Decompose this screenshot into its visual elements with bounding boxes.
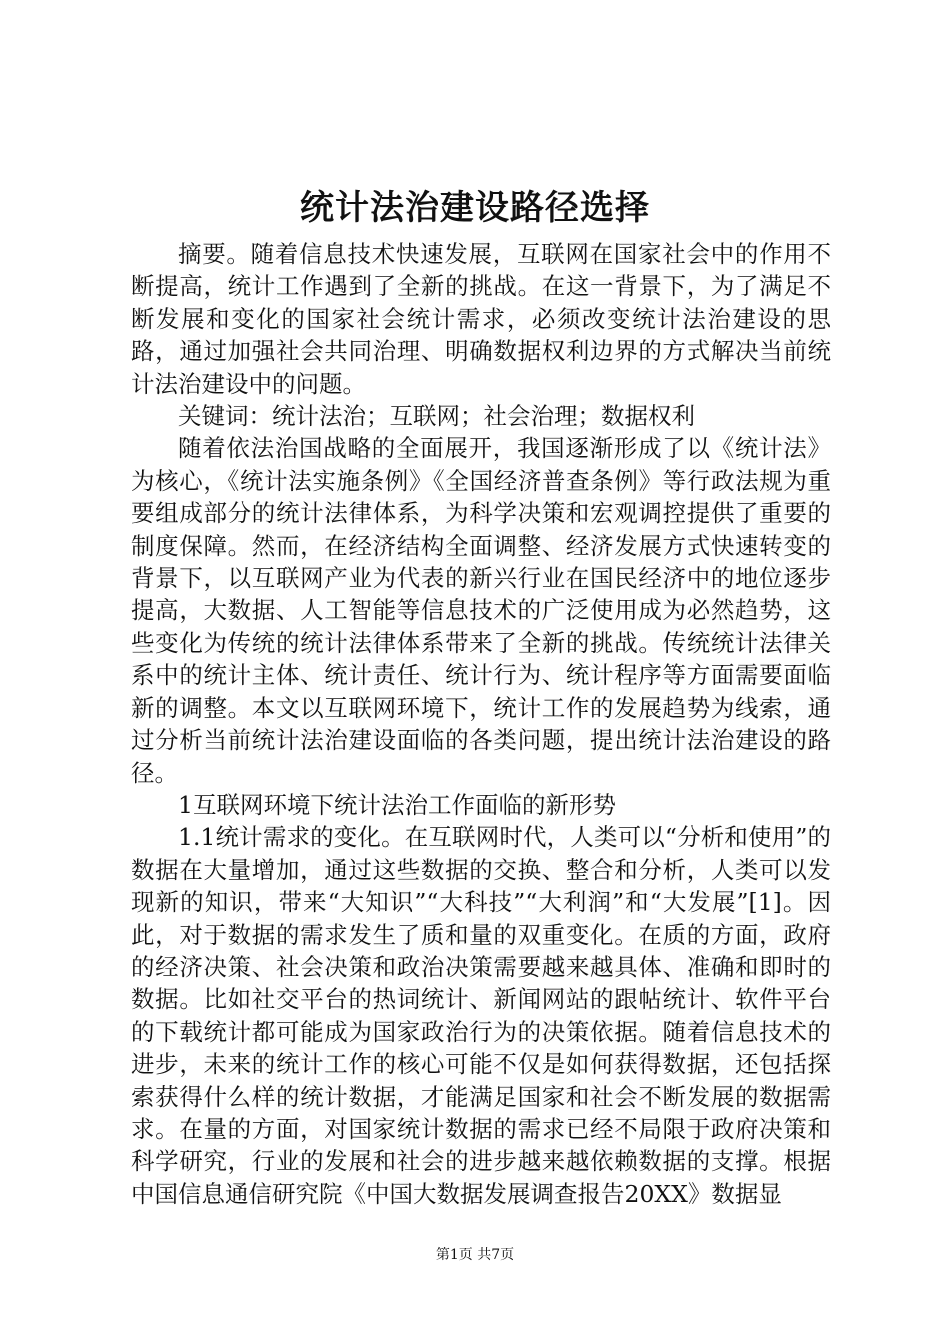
keywords-paragraph: 关键词：统计法治；互联网；社会治理；数据权利 (178, 402, 695, 431)
document-title: 统计法治建设路径选择 (300, 188, 650, 228)
abstract-paragraph: 摘要。随着信息技术快速发展，互联网在国家社会中的作用不断提高，统计工作遇到了全新的挑战。在这一背景下，为了满足不断发展和变化的国家社会统计需求，必须改变统计法治建设的思路，通过加强社会共同治理、明确数据权利边界的方式解决当前统计法治建设中的问题。 (131, 240, 831, 398)
section-heading: 1互联网环境下统计法治工作面临的新形势 (178, 790, 616, 819)
intro-paragraph: 随着依法治国战略的全面展开，我国逐渐形成了以《统计法》为核心，《统计法实施条例》《全国经济普查条例》等行政法规为重要组成部分的统计法律体系，为科学决策和宏观调控提供了重要的制度保障。然而，在经济结构全面调整、经济发展方式快速转变的背景下，以互联网产业为代表的新兴行业在国民经济中的地位逐步提高，大数据、人工智能等信息技术的广泛使用成为必然趋势，这些变化为传统的统计法律体系带来了全新的挑战。传统统计法律关系中的统计主体、统计责任、统计行为、统计程序等方面需要面临新的调整。本文以互联网环境下，统计工作的发展趋势为线索，通过分析当前统计法治建设面临的各类问题，提出统计法治建设的路径。 (131, 434, 831, 787)
document-body (131, 238, 831, 1210)
page-number-footer: 第1页 共7页 (435, 1247, 515, 1263)
section-paragraph: 1.1统计需求的变化。在互联网时代，人类可以“分析和使用”的数据在大量增加，通过这些数据的交换、整合和分析，人类可以发现新的知识，带来“大知识”“大科技”“大利润”和“大发展”[1]。因此，对于数据的需求发生了质和量的双重变化。在质的方面，政府的经济决策、社会决策和政治决策需要越来越具体、准确和即时的数据。比如社交平台的热词统计、新闻网站的跟帖统计、软件平台的下载统计都可能成为国家政治行为的决策依据。随着信息技术的进步，未来的统计工作的核心可能不仅是如何获得数据，还包括探索获得什么样的统计数据，才能满足国家和社会不断发展的数据需求。在量的方面，对国家统计数据的需求已经不局限于政府决策和科学研究，行业的发展和社会的进步越来越依赖数据的支撑。根据中国信息通信研究院《中国大数据发展调查报告20XX》数据显 (131, 823, 831, 1208)
